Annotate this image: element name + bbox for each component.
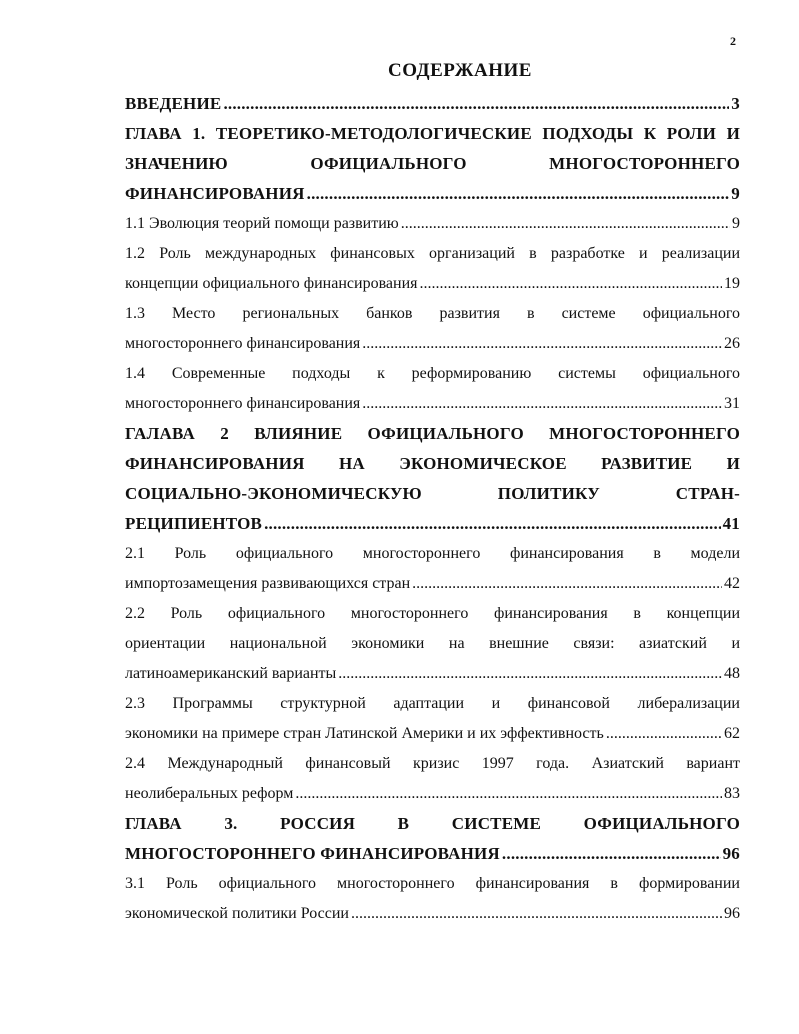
toc-section-2-1-line-2 bbox=[125, 569, 740, 599]
dot-leader bbox=[401, 209, 730, 239]
toc-page-ref: 42 bbox=[724, 575, 740, 592]
toc-entry-title: неолиберальных реформ bbox=[125, 785, 294, 802]
toc-section-2-2-line-3 bbox=[125, 659, 740, 689]
toc-page-ref: 9 bbox=[731, 184, 740, 203]
dot-leader bbox=[264, 509, 721, 539]
toc-entry-title: 1.1 Эволюция теорий помощи развитию bbox=[125, 215, 399, 232]
toc-title: СОДЕРЖАНИЕ bbox=[388, 60, 532, 81]
toc-entry-title: экономики на примере стран Латинской Америки и их эффективность bbox=[125, 725, 604, 742]
page-number: 2 bbox=[730, 34, 736, 48]
toc-page-ref: 96 bbox=[724, 905, 740, 922]
toc-page-ref: 48 bbox=[724, 665, 740, 682]
toc-section-3-1-line-1: 3.1 Роль официального многостороннего финансирования в формировании bbox=[125, 875, 740, 892]
toc-entry-title: многостороннего финансирования bbox=[125, 395, 361, 412]
toc-entry-intro bbox=[125, 89, 740, 119]
toc-section-2-2-line-2: ориентации национальной экономики на внешние связи: азиатский и bbox=[125, 635, 740, 652]
toc-page-ref: 96 bbox=[722, 844, 740, 863]
toc-section-1-3-line-2 bbox=[125, 329, 740, 359]
toc-entry-title: экономической политики России bbox=[125, 905, 349, 922]
toc-page-ref: 3 bbox=[731, 94, 740, 113]
toc-chapter-2-line-1: ГАЛАВА 2 ВЛИЯНИЕ ОФИЦИАЛЬНОГО МНОГОСТОРОННЕГО bbox=[125, 424, 740, 443]
toc-chapter-2-line-3: СОЦИАЛЬНО-ЭКОНОМИЧЕСКУЮ ПОЛИТИКУ СТРАН- bbox=[125, 484, 740, 503]
dot-leader bbox=[307, 179, 730, 209]
dot-leader bbox=[295, 779, 722, 809]
toc-section-2-4-line-1: 2.4 Международный финансовый кризис 1997 года. Азиатский вариант bbox=[125, 755, 740, 772]
toc-page-ref: 83 bbox=[724, 785, 740, 802]
toc-section-1-3-line-1: 1.3 Место региональных банков развития в системе официального bbox=[125, 305, 740, 322]
toc-section-2-1-line-1: 2.1 Роль официального многостороннего финансирования в модели bbox=[125, 545, 740, 562]
toc-page-ref: 9 bbox=[732, 215, 740, 232]
toc-chapter-3-line-2 bbox=[125, 839, 740, 869]
toc-entry-title: ВВЕДЕНИЕ bbox=[125, 94, 222, 113]
toc-entry-title: МНОГОСТОРОННЕГО ФИНАНСИРОВАНИЯ bbox=[125, 844, 500, 863]
dot-leader bbox=[362, 329, 722, 359]
toc-chapter-3-line-1: ГЛАВА 3. РОССИЯ В СИСТЕМЕ ОФИЦИАЛЬНОГО bbox=[125, 814, 740, 833]
dot-leader bbox=[502, 839, 721, 869]
toc-section-3-1-line-2 bbox=[125, 899, 740, 929]
toc-page-ref: 62 bbox=[724, 725, 740, 742]
dot-leader bbox=[412, 569, 722, 599]
toc-section-2-2-line-1: 2.2 Роль официального многостороннего финансирования в концепции bbox=[125, 605, 740, 622]
toc-page-ref: 41 bbox=[722, 514, 740, 533]
toc-section-2-3-line-1: 2.3 Программы структурной адаптации и финансовой либерализации bbox=[125, 695, 740, 712]
toc-entry-title: ФИНАНСИРОВАНИЯ bbox=[125, 184, 305, 203]
toc-chapter-2-line-2: ФИНАНСИРОВАНИЯ НА ЭКОНОМИЧЕСКОЕ РАЗВИТИЕ И bbox=[125, 454, 740, 473]
dot-leader bbox=[606, 719, 722, 749]
toc-section-1-2-line-2 bbox=[125, 269, 740, 299]
toc-entry-title: концепции официального финансирования bbox=[125, 275, 418, 292]
toc-chapter-1-line-3 bbox=[125, 179, 740, 209]
toc-section-1-4-line-2 bbox=[125, 389, 740, 419]
dot-leader bbox=[338, 659, 722, 689]
toc-entry-title: РЕЦИПИЕНТОВ bbox=[125, 514, 263, 533]
dot-leader bbox=[351, 899, 722, 929]
toc-page-ref: 31 bbox=[724, 395, 740, 412]
dot-leader bbox=[420, 269, 723, 299]
toc-page-ref: 19 bbox=[724, 275, 740, 292]
toc-section-1-4-line-1: 1.4 Современные подходы к реформированию системы официального bbox=[125, 365, 740, 382]
toc-section-1-2-line-1: 1.2 Роль международных финансовых организаций в разработке и реализации bbox=[125, 245, 740, 262]
toc-section-2-3-line-2 bbox=[125, 719, 740, 749]
toc-page-ref: 26 bbox=[724, 335, 740, 352]
toc-chapter-1-line-2: ЗНАЧЕНИЮ ОФИЦИАЛЬНОГО МНОГОСТОРОННЕГО bbox=[125, 154, 740, 173]
toc-entry-title: многостороннего финансирования bbox=[125, 335, 361, 352]
toc-chapter-1-line-1: ГЛАВА 1. ТЕОРЕТИКО-МЕТОДОЛОГИЧЕСКИЕ ПОДХОДЫ К РОЛИ И bbox=[125, 124, 740, 143]
toc-section-1-1 bbox=[125, 209, 740, 239]
table-of-contents bbox=[125, 89, 740, 929]
toc-section-2-4-line-2 bbox=[125, 779, 740, 809]
dot-leader bbox=[223, 89, 729, 119]
toc-entry-title: импортозамещения развивающихся стран bbox=[125, 575, 411, 592]
toc-chapter-2-line-4 bbox=[125, 509, 740, 539]
dot-leader bbox=[362, 389, 722, 419]
toc-entry-title: латиноамериканский варианты bbox=[125, 665, 337, 682]
